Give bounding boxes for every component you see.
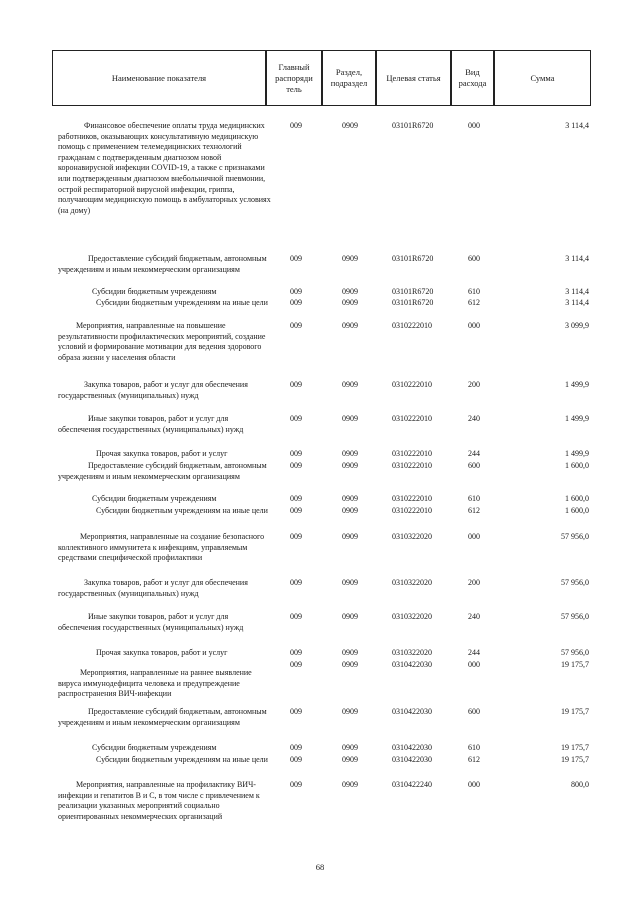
row-summa: 19 175,7 [561, 707, 589, 716]
row-summa: 1 499,9 [565, 414, 589, 423]
row-glavny: 009 [290, 254, 302, 263]
row-razdel: 0909 [342, 743, 358, 752]
row-glavny: 009 [290, 532, 302, 541]
header-glavny [266, 50, 322, 106]
row-name: Иные закупки товаров, работ и услуг для обеспечения государственных (муниципальных) нужд [58, 612, 244, 632]
row-vid: 610 [468, 743, 480, 752]
row-vid: 000 [468, 321, 480, 330]
row-razdel: 0909 [342, 414, 358, 423]
row-glavny: 009 [290, 612, 302, 621]
row-razdel: 0909 [342, 321, 358, 330]
row-name: Закупка товаров, работ и услуг для обеспечения государственных (муниципальных) нужд [58, 380, 248, 400]
row-celevaya: 0310322020 [392, 578, 432, 587]
header-summa-label: Сумма [530, 72, 555, 83]
row-vid: 612 [468, 298, 480, 307]
row-name: Финансовое обеспечение оплаты труда медицинских работников, оказывающих консультативную медицинскую помощь с применением телемедицинских технологий гражданам с подтвержденным диагнозом новой коронавирусной инфекции COVID-19, а также с признаками или подтвержденным диагнозом внебольничной пневмонии, острой респираторной вирусной инфекции, гриппа, получающим медицинскую помощь в амбулаторных условиях (на дому) [58, 121, 271, 215]
row-celevaya: 0310222010 [392, 449, 432, 458]
row-name: Мероприятия, направленные на повышение результативности профилактических мероприятий, создание условий и формирование мотивации для ведения здорового образа жизни у населения области [58, 321, 266, 362]
row-razdel: 0909 [342, 755, 358, 764]
header-celevaya [376, 50, 451, 106]
header-celevaya-label: Целевая статья [386, 72, 441, 83]
header-glavny-label: Главный распоряди тель [275, 61, 313, 94]
row-name: Субсидии бюджетным учреждениям на иные цели [96, 298, 268, 307]
row-summa: 3 114,4 [565, 298, 589, 307]
row-celevaya: 03101R6720 [392, 287, 434, 296]
row-razdel: 0909 [342, 532, 358, 541]
row-glavny: 009 [290, 449, 302, 458]
row-vid: 600 [468, 461, 480, 470]
row-glavny: 009 [290, 648, 302, 657]
row-summa: 57 956,0 [561, 648, 589, 657]
header-name [52, 50, 266, 106]
row-razdel: 0909 [342, 380, 358, 389]
row-name: Прочая закупка товаров, работ и услуг [96, 449, 228, 458]
row-glavny: 009 [290, 578, 302, 587]
row-razdel: 0909 [342, 648, 358, 657]
row-summa: 3 114,4 [565, 121, 589, 130]
row-name: Предоставление субсидий бюджетным, автономным учреждениям и иным некоммерческим организациям [58, 461, 267, 481]
row-celevaya: 03101R6720 [392, 254, 434, 263]
row-razdel: 0909 [342, 121, 358, 130]
row-razdel: 0909 [342, 707, 358, 716]
row-razdel: 0909 [342, 660, 358, 669]
row-glavny: 009 [290, 298, 302, 307]
row-summa: 3 114,4 [565, 254, 589, 263]
row-name: Мероприятия, направленные на раннее выявление вируса иммунодефицита человека и предупреждение распространения ВИЧ-инфекции [58, 668, 252, 699]
row-vid: 610 [468, 494, 480, 503]
header-razdel-label: Раздел, подраздел [330, 67, 368, 88]
row-glavny: 009 [290, 414, 302, 423]
row-summa: 3 114,4 [565, 287, 589, 296]
row-name: Субсидии бюджетным учреждениям [92, 743, 217, 752]
row-name: Субсидии бюджетным учреждениям [92, 287, 217, 296]
row-vid: 244 [468, 449, 480, 458]
row-summa: 1 499,9 [565, 449, 589, 458]
row-vid: 600 [468, 707, 480, 716]
row-glavny: 009 [290, 707, 302, 716]
row-vid: 200 [468, 380, 480, 389]
row-razdel: 0909 [342, 780, 358, 789]
row-celevaya: 0310422030 [392, 707, 432, 716]
row-summa: 1 600,0 [565, 461, 589, 470]
row-name: Закупка товаров, работ и услуг для обеспечения государственных (муниципальных) нужд [58, 578, 248, 598]
row-celevaya: 0310322020 [392, 532, 432, 541]
header-vid-label: Вид расхода [458, 67, 487, 88]
row-razdel: 0909 [342, 494, 358, 503]
row-name: Субсидии бюджетным учреждениям [92, 494, 217, 503]
row-vid: 240 [468, 414, 480, 423]
row-vid: 612 [468, 506, 480, 515]
row-summa: 3 099,9 [565, 321, 589, 330]
row-summa: 57 956,0 [561, 578, 589, 587]
row-name: Предоставление субсидий бюджетным, автономным учреждениям и иным некоммерческим организациям [58, 707, 267, 727]
page-number: 68 [315, 862, 325, 872]
row-summa: 1 499,9 [565, 380, 589, 389]
row-vid: 000 [468, 532, 480, 541]
row-celevaya: 0310222010 [392, 461, 432, 470]
header-summa [494, 50, 591, 106]
row-vid: 000 [468, 780, 480, 789]
row-summa: 1 600,0 [565, 494, 589, 503]
row-glavny: 009 [290, 494, 302, 503]
row-celevaya: 0310222010 [392, 380, 432, 389]
row-celevaya: 0310422030 [392, 660, 432, 669]
row-glavny: 009 [290, 755, 302, 764]
row-razdel: 0909 [342, 578, 358, 587]
row-celevaya: 0310422240 [392, 780, 432, 789]
row-summa: 19 175,7 [561, 660, 589, 669]
row-vid: 610 [468, 287, 480, 296]
row-razdel: 0909 [342, 254, 358, 263]
row-glavny: 009 [290, 461, 302, 470]
row-vid: 244 [468, 648, 480, 657]
row-celevaya: 03101R6720 [392, 121, 434, 130]
row-vid: 612 [468, 755, 480, 764]
row-celevaya: 0310222010 [392, 414, 432, 423]
row-glavny: 009 [290, 321, 302, 330]
row-celevaya: 0310322020 [392, 648, 432, 657]
row-summa: 19 175,7 [561, 755, 589, 764]
row-razdel: 0909 [342, 449, 358, 458]
row-vid: 200 [468, 578, 480, 587]
row-summa: 57 956,0 [561, 612, 589, 621]
header-name-label: Наименование показателя [111, 72, 207, 83]
row-glavny: 009 [290, 121, 302, 130]
row-celevaya: 03101R6720 [392, 298, 434, 307]
row-celevaya: 0310222010 [392, 494, 432, 503]
row-celevaya: 0310422030 [392, 755, 432, 764]
row-name: Прочая закупка товаров, работ и услуг [96, 648, 228, 657]
row-celevaya: 0310222010 [392, 321, 432, 330]
header-razdel [322, 50, 376, 106]
row-name: Субсидии бюджетным учреждениям на иные цели [96, 506, 268, 515]
row-name: Мероприятия, направленные на профилактику ВИЧ-инфекции и гепатитов В и С, в том числе с привлечением к реализации указанных мероприятий социально ориентированных некоммерческих организаций [58, 780, 260, 821]
row-glavny: 009 [290, 380, 302, 389]
row-vid: 000 [468, 660, 480, 669]
row-summa: 1 600,0 [565, 506, 589, 515]
row-summa: 800,0 [571, 780, 589, 789]
row-celevaya: 0310422030 [392, 743, 432, 752]
row-vid: 600 [468, 254, 480, 263]
row-glavny: 009 [290, 660, 302, 669]
row-name: Мероприятия, направленные на создание безопасного коллективного иммунитета к инфекциям, управляемым средствами специфической профилактики [58, 532, 265, 563]
row-glavny: 009 [290, 780, 302, 789]
row-glavny: 009 [290, 287, 302, 296]
row-vid: 240 [468, 612, 480, 621]
header-vid [451, 50, 494, 106]
row-razdel: 0909 [342, 612, 358, 621]
row-razdel: 0909 [342, 506, 358, 515]
row-name: Иные закупки товаров, работ и услуг для обеспечения государственных (муниципальных) нужд [58, 414, 244, 434]
row-glavny: 009 [290, 506, 302, 515]
row-summa: 19 175,7 [561, 743, 589, 752]
row-celevaya: 0310222010 [392, 506, 432, 515]
row-name: Предоставление субсидий бюджетным, автономным учреждениям и иным некоммерческим организациям [58, 254, 267, 274]
row-name: Субсидии бюджетным учреждениям на иные цели [96, 755, 268, 764]
row-summa: 57 956,0 [561, 532, 589, 541]
row-celevaya: 0310322020 [392, 612, 432, 621]
row-razdel: 0909 [342, 461, 358, 470]
row-razdel: 0909 [342, 298, 358, 307]
row-glavny: 009 [290, 743, 302, 752]
row-razdel: 0909 [342, 287, 358, 296]
row-vid: 000 [468, 121, 480, 130]
